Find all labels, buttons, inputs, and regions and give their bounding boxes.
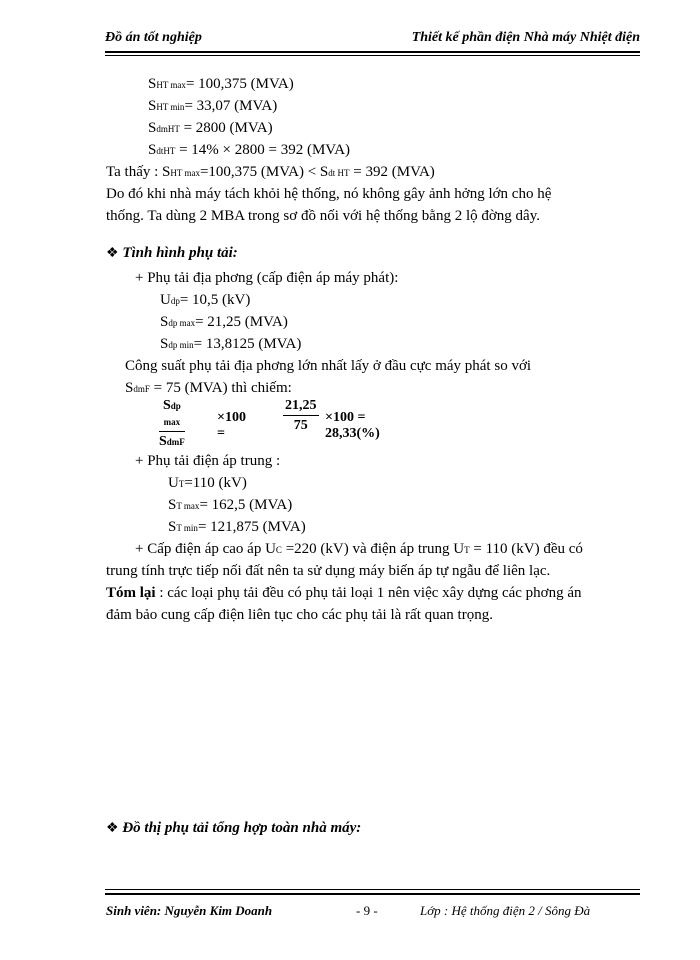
footer-class: Lớp : Hệ thống điện 2 / Sông Đà	[420, 903, 591, 918]
high-voltage-line-2: trung tính trực tiếp nối đất nên ta sử dụng máy biến áp tự ngẫu để liên lạc.	[106, 563, 551, 579]
mid-load-title: + Phụ tải điện áp trung :	[135, 453, 281, 469]
footer-page-number: - 9 -	[356, 903, 378, 918]
line-udp: Udp= 10,5 (kV)	[160, 292, 251, 308]
line-st-max: ST max= 162,5 (MVA)	[168, 497, 293, 513]
fraction-sdp-sdmf: Sdp max SdmF	[159, 398, 185, 449]
footer-student: Sinh viên: Nguyễn Kim Doanh	[106, 903, 273, 918]
diamond-bullet-icon: ❖	[106, 821, 119, 836]
header-rule-thin	[105, 55, 640, 56]
header-rule-thick	[105, 51, 640, 53]
line-sht-max: SHT max= 100,375 (MVA)	[148, 76, 294, 92]
line-sdp-max: Sdp max= 21,25 (MVA)	[160, 314, 288, 330]
local-load-text-2: SdmF = 75 (MVA) thì chiếm:	[125, 380, 292, 396]
summary-line-2: đảm bảo cung cấp điện liên tục cho các phụ tải là rất quan trọng.	[106, 607, 493, 623]
header-left: Đồ án tốt nghiệp	[105, 30, 202, 45]
line-ut: UT=110 (kV)	[168, 475, 247, 491]
page-header	[105, 30, 640, 48]
para-1b: thống. Ta dùng 2 MBA trong sơ đồ nối với hệ thống bằng 2 lộ đờng dây.	[106, 208, 540, 224]
footer-rule-thick	[105, 893, 640, 895]
fraction-21-75: 21,25 75	[285, 398, 317, 433]
diamond-bullet-icon: ❖	[106, 246, 119, 261]
line-sdm-ht: SdmHT = 2800 (MVA)	[148, 120, 273, 136]
header-right: Thiết kế phần điện Nhà máy Nhiệt điện	[411, 30, 640, 45]
line-sht-min: SHT min= 33,07 (MVA)	[148, 98, 278, 114]
line-compare: Ta thấy : SHT max=100,375 (MVA) < Sdt HT = 392 (MVA)	[106, 164, 435, 180]
line-sdt-ht: SdtHT = 14% × 2800 = 392 (MVA)	[148, 142, 351, 158]
section-load-status: ❖ Tình hình phụ tải:	[106, 245, 238, 261]
para-1a: Do đó khi nhà máy tách khỏi hệ thống, nó không gây ảnh hởng lớn cho hệ	[106, 186, 552, 202]
section-load-graph: ❖ Đồ thị phụ tải tổng hợp toàn nhà máy:	[106, 820, 362, 836]
footer-rule-thin	[105, 889, 640, 890]
local-load-title: + Phụ tải địa phơng (cấp điện áp máy phát):	[135, 270, 399, 286]
summary-line: Tóm lại : các loại phụ tải đều có phụ tải loại 1 nên việc xây dựng các phơng án	[106, 585, 582, 601]
line-sdp-min: Sdp min= 13,8125 (MVA)	[160, 336, 302, 352]
local-load-text: Công suất phụ tải địa phơng lớn nhất lấy ở đầu cực máy phát so với	[125, 358, 532, 374]
high-voltage-line: + Cấp điện áp cao áp UC =220 (kV) và điện áp trung UT = 110 (kV) đều có	[135, 541, 583, 557]
line-st-min: ST min= 121,875 (MVA)	[168, 519, 306, 535]
